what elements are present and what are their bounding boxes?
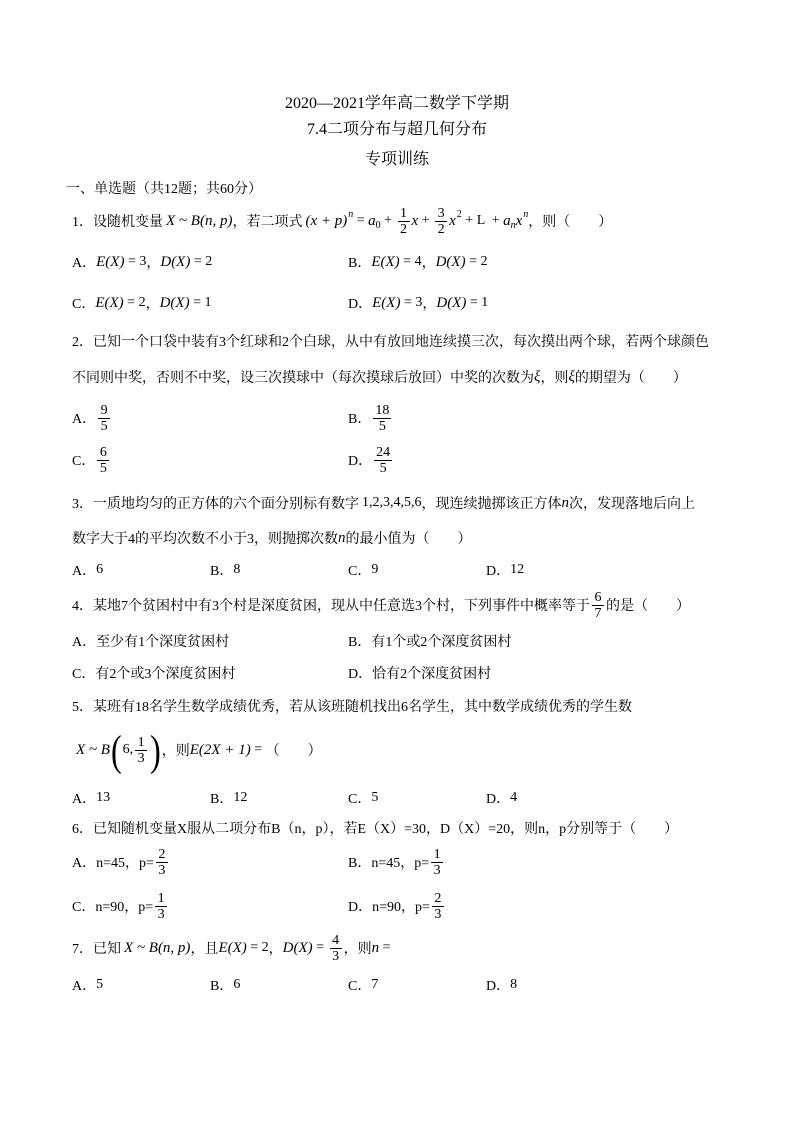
- option-text: 5: [371, 790, 379, 805]
- q2-line-2b: ，则: [540, 371, 569, 386]
- fraction-denominator: 2: [400, 221, 408, 237]
- q2-line-1: 2．已知一个口袋中装有3个红球和2个白球，从中有放回地连续摸三次，每次摸出两个球，若两个球颜色: [72, 335, 709, 350]
- option-fraction: [432, 891, 444, 922]
- q1-random-variable: X ~ B: [166, 212, 200, 229]
- q5-arg: 6,: [122, 742, 134, 757]
- q4-fraction: [592, 590, 604, 621]
- q5-option-b: [210, 788, 247, 808]
- option-label: A．: [72, 792, 97, 807]
- option-variance-value: = 2: [190, 254, 213, 269]
- q7-variance-equals: =: [312, 940, 328, 955]
- q7-option-a: [72, 975, 103, 995]
- question-1-stem: [72, 205, 613, 237]
- q4-stem-b: 的是（ ）: [606, 599, 690, 614]
- option-text: 12: [233, 790, 248, 805]
- option-fraction: [373, 403, 391, 434]
- option-variance-value: = 1: [189, 295, 212, 310]
- q5-option-a: [72, 788, 110, 808]
- q1-mid: ，若二项式: [232, 215, 303, 230]
- q1-equals: =: [353, 213, 369, 228]
- option-fraction: [374, 445, 392, 476]
- q1-tail: ，则（ ）: [528, 215, 613, 230]
- fraction-numerator: 1: [398, 206, 410, 222]
- q1-a0-subscript: 0: [375, 219, 381, 231]
- question-3-stem-line-2: [72, 528, 472, 548]
- option-text: 5: [96, 977, 104, 992]
- option-text: 13: [96, 790, 111, 805]
- q1-option-b: [348, 252, 487, 272]
- q1-plus: +: [380, 213, 396, 228]
- q4-option-d: [348, 663, 491, 683]
- option-text: 7: [371, 977, 379, 992]
- option-text: n=45，p=: [371, 856, 430, 871]
- option-variance: D(X): [435, 253, 466, 270]
- fraction-denominator: 5: [99, 460, 107, 476]
- q1-option-c: [72, 293, 211, 313]
- q1-binomial-base: (x + p): [305, 212, 348, 229]
- option-expectation: E(X): [95, 294, 124, 311]
- q3-line-1b: ，现连续抛掷该正方体: [421, 497, 562, 512]
- title-topic: 7.4二项分布与超几何分布: [306, 121, 487, 138]
- option-text: 恰有2个深度贫困村: [372, 667, 492, 682]
- q7-n-equals: =: [379, 940, 391, 955]
- option-label: A．: [72, 256, 97, 271]
- option-label: B．: [348, 412, 372, 427]
- option-expectation: E(X): [372, 294, 401, 311]
- q7-n: n: [371, 939, 380, 956]
- q7-fraction: [330, 933, 342, 964]
- q2-line-2a: 不同则中奖，否则不中奖，设三次摸球中（每次摸球后放回）中奖的次数为: [72, 371, 534, 386]
- option-fraction: [97, 445, 109, 476]
- title-training: 专项训练: [364, 151, 429, 168]
- q5-mid: ，则: [161, 744, 190, 759]
- q2-line-2c: 的期望为（ ）: [574, 371, 687, 386]
- question-5-stem-line-1: [72, 696, 632, 716]
- option-label: B．: [348, 856, 372, 871]
- q3-n: n: [561, 494, 569, 511]
- q6-option-a: [72, 846, 170, 878]
- option-label: D．: [348, 667, 373, 682]
- q6-stem: 6．已知随机变量X服从二项分布B（n，p），若E（X）=30，D（X）=20，则n，p分别等于（ ）: [72, 822, 679, 837]
- option-text: 6: [233, 977, 241, 992]
- q1-term-x2-exponent: 2: [456, 208, 462, 220]
- fraction-numerator: 24: [376, 444, 391, 460]
- option-label: B．: [210, 564, 234, 579]
- q1-fraction-1: [398, 206, 410, 237]
- option-expectation-value: = 3: [124, 254, 147, 269]
- option-label: D．: [348, 454, 373, 469]
- q4-option-c: [72, 663, 235, 683]
- q3-line-1c: 次，发现落地后向上: [569, 497, 695, 512]
- q1-lead: 1．设随机变量: [72, 215, 163, 230]
- option-separator: ，: [146, 256, 161, 271]
- fraction-denominator: 3: [433, 862, 441, 878]
- section-heading-text: 一、单选题（共12题；共60分）: [66, 182, 262, 197]
- q5-left-paren: (: [110, 725, 122, 775]
- option-variance-value: = 2: [465, 254, 488, 269]
- fraction-numerator: 1: [135, 735, 147, 751]
- fraction-denominator: 5: [100, 418, 108, 434]
- q3-option-a: [72, 560, 103, 580]
- fraction-denominator: 3: [158, 862, 166, 878]
- option-expectation: E(X): [371, 253, 400, 270]
- q7-option-d: [486, 975, 517, 995]
- q5-tail: （ ）: [265, 744, 322, 759]
- q2-option-a: [72, 402, 112, 434]
- fraction-numerator: 3: [435, 206, 447, 222]
- q5-random-variable: X ~ B: [76, 741, 110, 758]
- q5-fraction: [135, 735, 147, 766]
- q7-option-b: [210, 975, 240, 995]
- q3-n-2: n: [338, 529, 346, 546]
- option-label: C．: [72, 667, 96, 682]
- q7-expectation-value: = 2: [246, 940, 269, 955]
- option-text: n=90，p=: [372, 900, 430, 915]
- option-label: B．: [210, 792, 234, 807]
- q3-line-1a: 3．一质地均匀的正方体的六个面分别标有数字: [72, 497, 359, 512]
- option-label: B．: [348, 256, 372, 271]
- option-label: A．: [72, 412, 97, 427]
- option-label: B．: [348, 635, 372, 650]
- q2-option-c: [72, 444, 111, 476]
- option-variance: D(X): [159, 294, 190, 311]
- fraction-denominator: 3: [332, 948, 340, 964]
- fraction-numerator: 1: [431, 847, 443, 863]
- q7-random-variable: X ~ B(n, p): [124, 939, 191, 956]
- option-label: C．: [348, 792, 372, 807]
- q5-equals: =: [250, 742, 266, 757]
- q1-fraction-2: [435, 206, 447, 237]
- q7-expectation: E(X): [218, 939, 247, 956]
- fraction-numerator: 6: [97, 445, 109, 461]
- option-expectation-value: = 2: [123, 295, 146, 310]
- q2-xi: ξ: [534, 368, 541, 385]
- option-expectation-value: = 4: [399, 254, 422, 269]
- q4-option-b: [348, 631, 511, 651]
- q1-rv-args: (n, p): [199, 212, 233, 229]
- option-text: 至少有1个深度贫困村: [96, 635, 230, 650]
- option-text: 9: [371, 562, 379, 577]
- question-6-stem: [72, 818, 678, 838]
- option-variance: D(X): [436, 294, 467, 311]
- option-text: 6: [96, 562, 104, 577]
- option-label: C．: [72, 454, 96, 469]
- option-label: C．: [72, 900, 96, 915]
- option-text: n=90，p=: [95, 900, 154, 915]
- q7-then: ，则: [343, 942, 372, 957]
- q5-line-1: 5．某班有18名学生数学成绩优秀，若从该班随机找出6名学生，其中数学成绩优秀的学生数: [72, 700, 632, 715]
- fraction-denominator: 5: [378, 418, 386, 434]
- option-variance: D(X): [160, 253, 191, 270]
- q6-option-c: [72, 890, 169, 922]
- option-separator: ，: [422, 297, 437, 312]
- q1-option-d: [348, 293, 488, 313]
- option-text: 8: [510, 977, 518, 992]
- option-label: C．: [72, 297, 96, 312]
- option-expectation-value: = 3: [400, 295, 423, 310]
- option-separator: ，: [145, 297, 160, 312]
- option-label: D．: [486, 792, 511, 807]
- q1-term-x2: x: [449, 212, 456, 229]
- question-5-stem-line-2: [76, 725, 322, 775]
- option-fraction: [155, 891, 167, 922]
- q5-right-paren: ): [150, 725, 161, 775]
- q4-option-a: [72, 631, 229, 651]
- q1-plus-2: +: [418, 213, 434, 228]
- option-label: A．: [72, 635, 97, 650]
- option-fraction: [156, 847, 168, 878]
- q1-term-xn: x: [515, 212, 523, 229]
- option-text: 12: [510, 562, 525, 577]
- question-7-stem: [72, 932, 391, 964]
- fraction-numerator: 6: [592, 590, 604, 606]
- q2-option-b: [348, 402, 393, 434]
- option-label: C．: [348, 979, 372, 994]
- q2-xi-2: ξ: [568, 368, 575, 385]
- q7-lead: 7．已知: [72, 942, 121, 957]
- q6-option-d: [348, 890, 446, 922]
- question-2-stem-line-1: [72, 331, 709, 351]
- q5-option-d: [486, 788, 517, 808]
- q4-stem-a: 4．某地7个贫困村中有3个村是深度贫困，现从中任意选3个村，下列事件中概率等于: [72, 599, 590, 614]
- option-label: D．: [348, 900, 373, 915]
- q3-option-d: [486, 560, 524, 580]
- option-label: D．: [348, 297, 373, 312]
- fraction-denominator: 7: [594, 605, 602, 621]
- option-text: n=45，p=: [96, 856, 154, 871]
- q1-an: a: [503, 212, 511, 229]
- q2-option-d: [348, 444, 394, 476]
- option-label: D．: [486, 564, 511, 579]
- fraction-numerator: 2: [432, 891, 444, 907]
- q1-term-xn-exponent: n: [523, 208, 529, 220]
- fraction-numerator: 4: [330, 933, 342, 949]
- option-label: D．: [486, 979, 511, 994]
- option-text: 有2个或3个深度贫困村: [95, 667, 236, 682]
- fraction-numerator: 2: [156, 847, 168, 863]
- q1-a0: a: [368, 212, 376, 229]
- q7-variance: D(X): [282, 939, 313, 956]
- option-fraction: [98, 403, 110, 434]
- q1-an-subscript: n: [510, 219, 516, 231]
- option-label: A．: [72, 564, 97, 579]
- option-label: A．: [72, 856, 97, 871]
- option-separator: ，: [421, 256, 436, 271]
- q1-option-a: [72, 252, 212, 272]
- q5-option-c: [348, 788, 378, 808]
- option-fraction: [431, 847, 443, 878]
- q5-expression: E(2X + 1): [189, 741, 251, 758]
- q1-term-x: x: [411, 212, 419, 229]
- fraction-denominator: 3: [157, 906, 165, 922]
- fraction-denominator: 2: [437, 221, 445, 237]
- q3-line-2a: 数字大于4的平均次数不小于3，则抛掷次数: [72, 532, 338, 547]
- fraction-numerator: 1: [155, 891, 167, 907]
- q7-and: ，且: [190, 942, 219, 957]
- q1-ellipsis: + L +: [461, 213, 504, 228]
- q6-option-b: [348, 846, 445, 878]
- option-label: C．: [348, 564, 372, 579]
- option-text: 有1个或2个深度贫困村: [371, 635, 512, 650]
- q7-option-c: [348, 975, 378, 995]
- q3-option-b: [210, 560, 240, 580]
- q1-binomial-exponent: n: [348, 208, 354, 220]
- fraction-denominator: 3: [137, 750, 145, 766]
- option-label: B．: [210, 979, 234, 994]
- title-school-year: 2020—2021学年高二数学下学期: [284, 95, 509, 112]
- q3-line-2b: 的最小值为（ ）: [345, 532, 472, 547]
- fraction-numerator: 9: [98, 403, 110, 419]
- option-text: 8: [233, 562, 241, 577]
- q3-digits: 1,2,3,4,5,6: [362, 495, 422, 510]
- fraction-denominator: 3: [434, 906, 442, 922]
- question-4-stem: [72, 589, 690, 621]
- option-label: A．: [72, 979, 97, 994]
- option-text: 4: [510, 790, 518, 805]
- question-2-stem-line-2: [72, 367, 687, 387]
- fraction-denominator: 5: [379, 460, 387, 476]
- section-heading: [66, 178, 262, 198]
- option-expectation: E(X): [96, 253, 125, 270]
- q3-option-c: [348, 560, 378, 580]
- q7-comma: ，: [268, 942, 283, 957]
- fraction-numerator: 18: [375, 402, 390, 418]
- option-variance-value: = 1: [466, 295, 489, 310]
- question-3-stem-line-1: [72, 493, 695, 513]
